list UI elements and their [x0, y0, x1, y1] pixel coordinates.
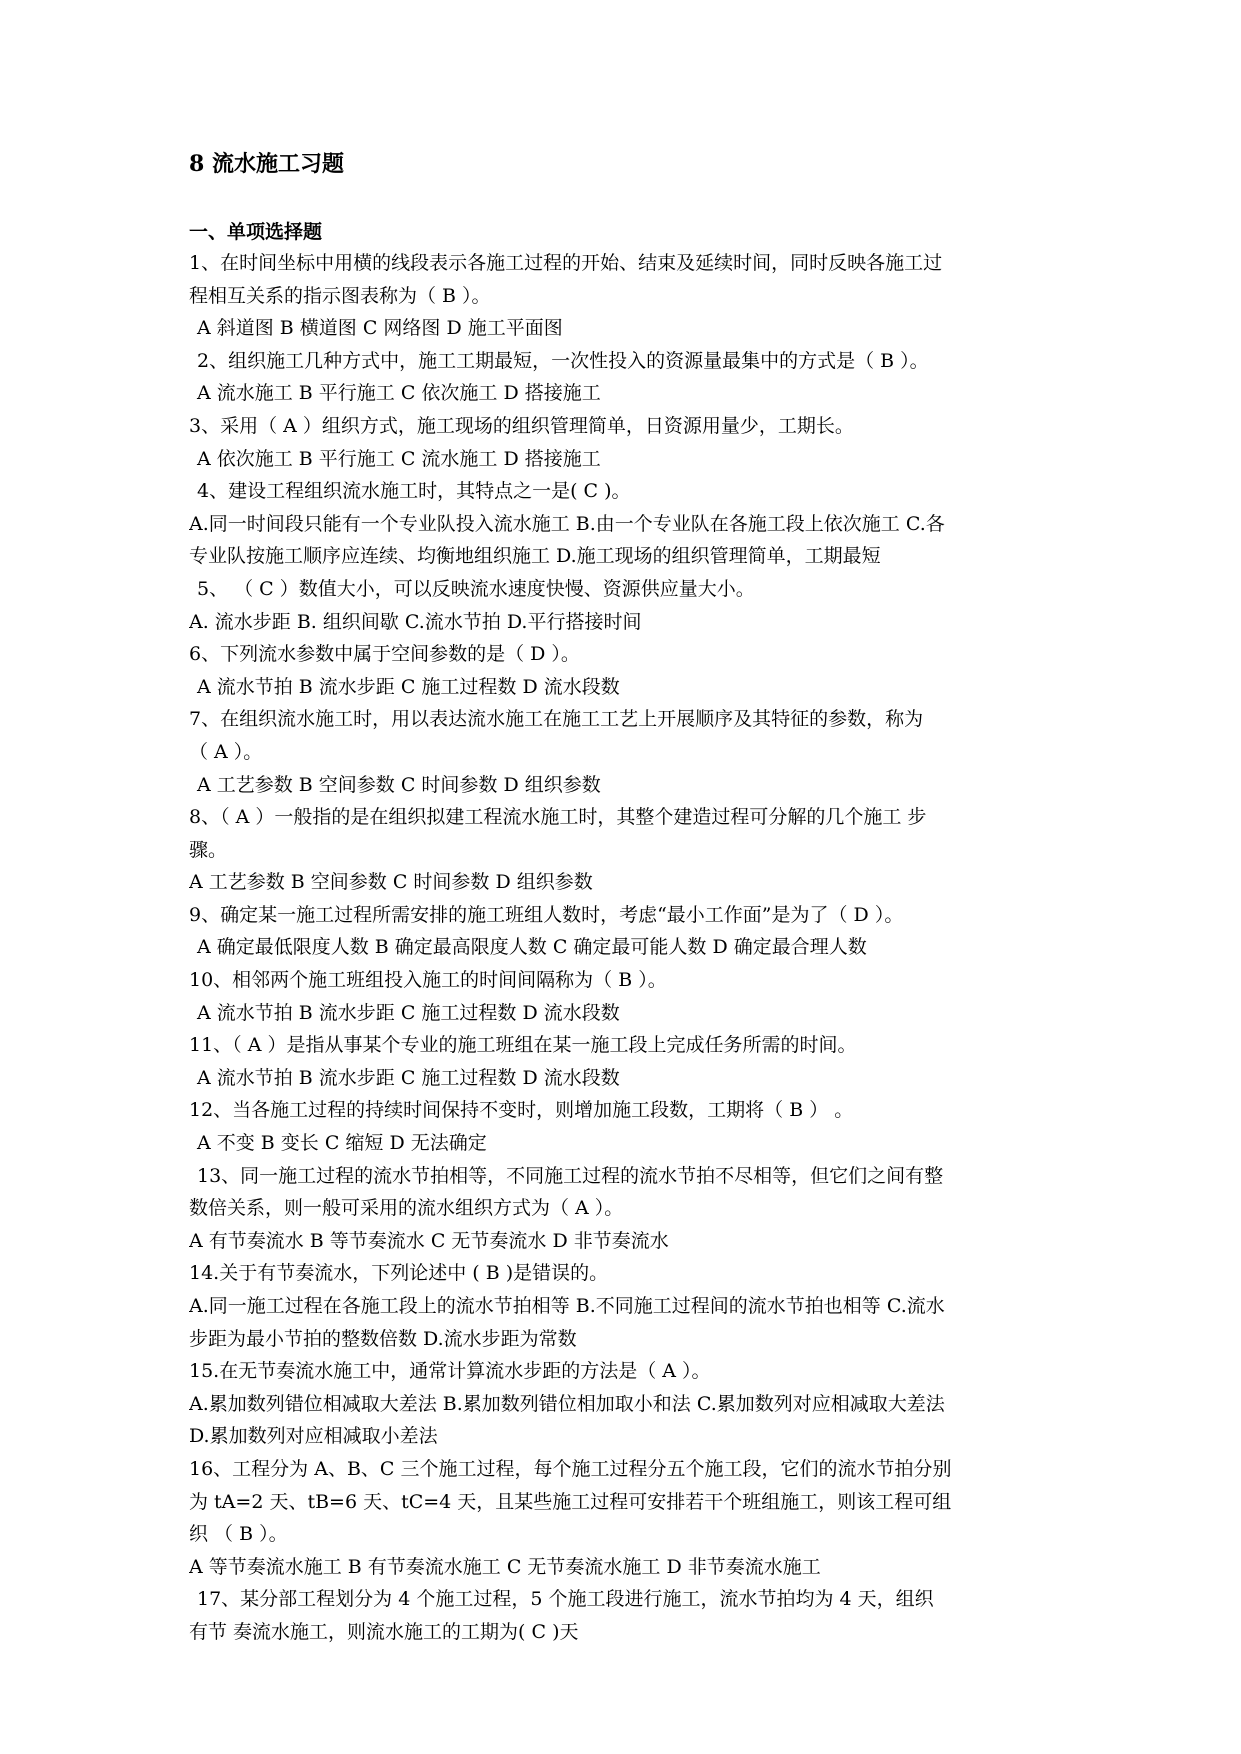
text-line: A 工艺参数 B 空间参数 C 时间参数 D 组织参数 [189, 871, 593, 894]
text-line: A 流水节拍 B 流水步距 C 施工过程数 D 流水段数 [197, 1066, 620, 1089]
text-line: A 流水节拍 B 流水步距 C 施工过程数 D 流水段数 [197, 1001, 620, 1024]
text-line: A 流水节拍 B 流水步距 C 施工过程数 D 流水段数 [197, 675, 620, 698]
text-line: A.同一施工过程在各施工段上的流水节拍相等 B.不同施工过程间的流水节拍也相等 C.流水 [189, 1295, 945, 1317]
text-line: 8、（ A ）一般指的是在组织拟建工程流水施工时，其整个建造过程可分解的几个施工 步 [189, 806, 927, 829]
text-line: 程相互关系的指示图表称为（ B ）。 [189, 284, 491, 307]
text-line: A 等节奏流水施工 B 有节奏流水施工 C 无节奏流水施工 D 非节奏流水施工 [189, 1555, 821, 1578]
text-line: 3、采用（ A ）组织方式，施工现场的组织管理简单，日资源用量少，工期长。 [189, 414, 854, 437]
text-line: 专业队按施工顺序应连续、均衡地组织施工 D.施工现场的组织管理简单，工期最短 [189, 545, 881, 568]
text-line: 13、同一施工过程的流水节拍相等，不同施工过程的流水节拍不尽相等，但它们之间有整 [197, 1164, 944, 1187]
text-line: 6、下列流水参数中属于空间参数的是（ D ）。 [189, 643, 580, 666]
text-line: A 工艺参数 B 空间参数 C 时间参数 D 组织参数 [197, 773, 601, 796]
question-lines [189, 247, 1064, 1649]
text-line: 为 tA=2 天、tB=6 天、tC=4 天，且某些施工过程可安排若干个班组施工，则该工程可组 [189, 1490, 952, 1513]
text-line: 织 （ B ）。 [189, 1523, 288, 1546]
text-line: A 有节奏流水 B 等节奏流水 C 无节奏流水 D 非节奏流水 [189, 1229, 669, 1252]
text-line: 4、建设工程组织流水施工时，其特点之一是( C )。 [197, 480, 631, 503]
text-line: A 斜道图 B 横道图 C 网络图 D 施工平面图 [197, 317, 563, 340]
text-line: A. 流水步距 B. 组织间歇 C.流水节拍 D.平行搭接时间 [189, 610, 642, 633]
text-line: 16、工程分为 A、B、C 三个施工过程，每个施工过程分五个施工段，它们的流水节拍分别 [189, 1457, 952, 1480]
text-line: 10、相邻两个施工班组投入施工的时间间隔称为（ B ）。 [189, 969, 667, 992]
text-line: （ A ）。 [189, 740, 263, 763]
text-line: 15.在无节奏流水施工中，通常计算流水步距的方法是（ A ）。 [189, 1360, 711, 1383]
text-line: D.累加数列对应相减取小差法 [189, 1425, 438, 1448]
text-line: 14.关于有节奏流水，下列论述中 ( B )是错误的。 [189, 1262, 609, 1285]
text-line: A 不变 B 变长 C 缩短 D 无法确定 [197, 1132, 487, 1155]
text-line: 1、在时间坐标中用横的线段表示各施工过程的开始、结束及延续时间，同时反映各施工过 [189, 252, 943, 274]
section-title: 一、单项选择题 [189, 221, 323, 243]
text-line: 2、组织施工几种方式中，施工工期最短，一次性投入的资源量最集中的方式是（ B ）。 [197, 349, 929, 372]
text-line: A.同一时间段只能有一个专业队投入流水施工 B.由一个专业队在各施工段上依次施工 C.各 [189, 512, 945, 535]
document-title: 8 流水施工习题 [189, 151, 344, 177]
text-line: 有节 奏流水施工，则流水施工的工期为( C )天 [189, 1620, 579, 1643]
text-line: A.累加数列错位相减取大差法 B.累加数列错位相加取小和法 C.累加数列对应相减取大差法 [189, 1392, 945, 1415]
text-line: 数倍关系，则一般可采用的流水组织方式为（ A ）。 [189, 1197, 624, 1220]
text-line: 11、（ A ）是指从事某个专业的施工班组在某一施工段上完成任务所需的时间。 [189, 1034, 857, 1057]
text-line: A 流水施工 B 平行施工 C 依次施工 D 搭接施工 [197, 382, 601, 405]
text-line: 9、确定某一施工过程所需安排的施工班组人数时，考虑“最小工作面”是为了（ D ）。 [189, 903, 904, 926]
text-line: 5、 （ C ）数值大小，可以反映流水速度快慢、资源供应量大小。 [197, 577, 755, 600]
text-line: A 确定最低限度人数 B 确定最高限度人数 C 确定最可能人数 D 确定最合理人数 [197, 936, 867, 959]
text-line: 骤。 [189, 838, 228, 861]
text-line: 步距为最小节拍的整数倍数 D.流水步距为常数 [189, 1327, 577, 1350]
text-line: 17、某分部工程划分为 4 个施工过程，5 个施工段进行施工，流水节拍均为 4 天，组织 [197, 1588, 934, 1611]
text-line: 12、当各施工过程的持续时间保持不变时，则增加施工段数，工期将（ B ） 。 [189, 1099, 854, 1122]
text-line: 7、在组织流水施工时，用以表达流水施工在施工工艺上开展顺序及其特征的参数，称为 [189, 708, 924, 731]
text-line: A 依次施工 B 平行施工 C 流水施工 D 搭接施工 [197, 447, 601, 470]
